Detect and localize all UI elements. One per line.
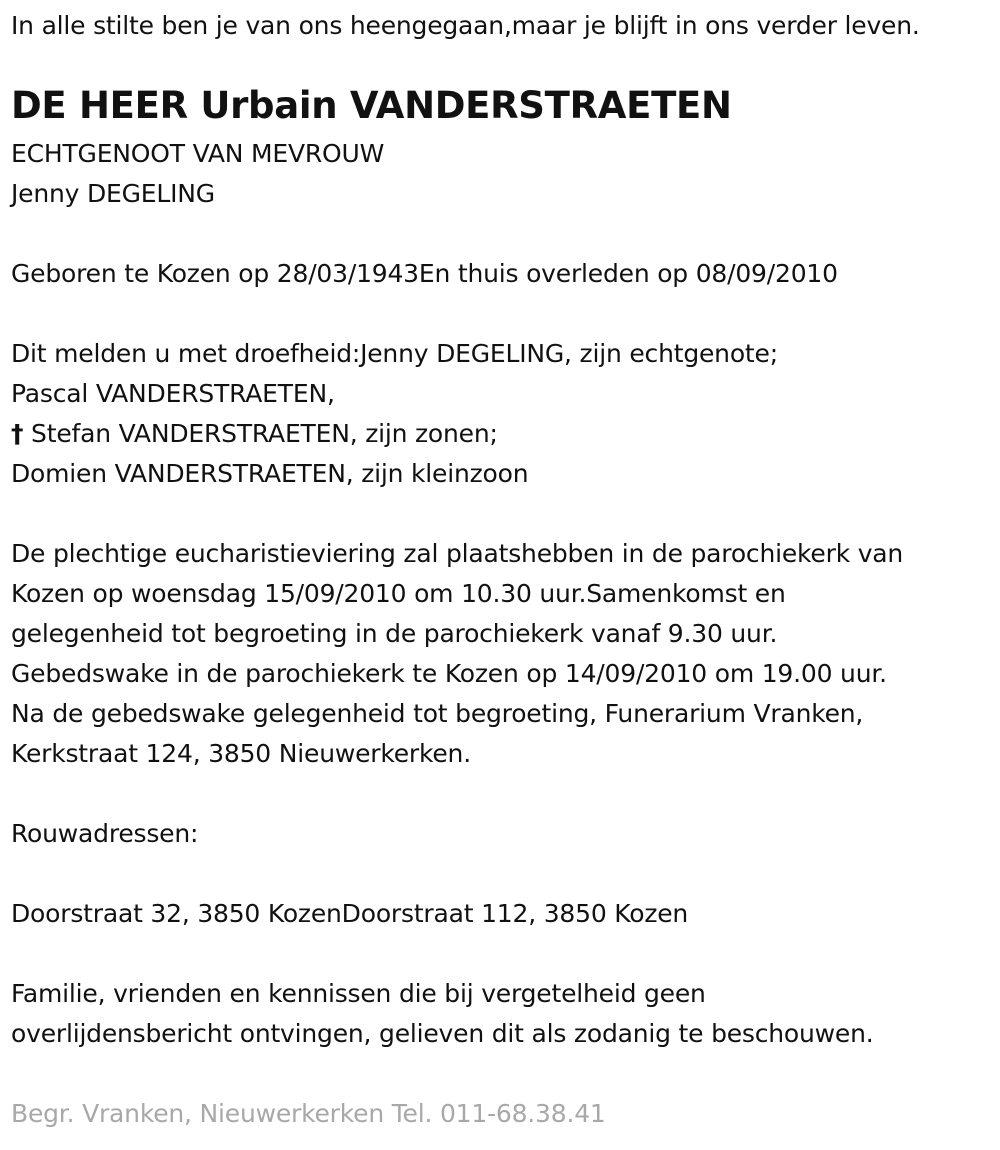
ceremony-block: [11, 534, 903, 774]
addresses-value-block: [11, 894, 688, 934]
ceremony-line: De plechtige eucharistieviering zal plaatshebben in de parochiekerk van: [11, 539, 904, 568]
ceremony-line: Na de gebedswake gelegenheid tot begroeting, Funerarium Vranken,: [11, 699, 864, 728]
notice-line: overlijdensbericht ontvingen, gelieven dit als zodanig te beschouwen.: [11, 1019, 874, 1048]
mourner-line-3: [11, 414, 778, 454]
deceased-title: DE HEER Urbain VANDERSTRAETEN: [11, 84, 732, 127]
notice-block: [11, 974, 874, 1054]
ceremony-line: gelegenheid tot begroeting in de parochiekerk vanaf 9.30 uur.: [11, 619, 778, 648]
mourner-line-3-text: Stefan VANDERSTRAETEN, zijn zonen;: [23, 419, 498, 448]
addresses-value: Doorstraat 32, 3850 KozenDoorstraat 112, 3850 Kozen: [11, 899, 689, 928]
dates-block: [11, 254, 838, 294]
spouse-name: Jenny DEGELING: [11, 179, 215, 208]
addresses-label-block: [11, 814, 198, 854]
mourners-block: [11, 334, 778, 494]
spouse-block: [11, 134, 384, 214]
mourner-line-4: Domien VANDERSTRAETEN, zijn kleinzoon: [11, 459, 529, 488]
opening-quote: In alle stilte ben je van ons heengegaan,maar je blijft in ons verder leven.: [11, 11, 920, 40]
ceremony-line: Gebedswake in de parochiekerk te Kozen op 14/09/2010 om 19.00 uur.: [11, 659, 887, 688]
cross-icon: †: [11, 419, 24, 448]
ceremony-line: Kerkstraat 124, 3850 Nieuwerkerken.: [11, 739, 471, 768]
funeral-home-footer: Begr. Vranken, Nieuwerkerken Tel. 011-68.38.41: [11, 1099, 606, 1128]
addresses-label: Rouwadressen:: [11, 819, 199, 848]
mourner-line-2: Pascal VANDERSTRAETEN,: [11, 379, 335, 408]
footer-block: [11, 1094, 606, 1134]
ceremony-line: Kozen op woensdag 15/09/2010 om 10.30 uur.Samenkomst en: [11, 579, 786, 608]
mourners-intro: Dit melden u met droefheid:Jenny DEGELING, zijn echtgenote;: [11, 339, 778, 368]
notice-line: Familie, vrienden en kennissen die bij vergetelheid geen: [11, 979, 706, 1008]
birth-death-dates: Geboren te Kozen op 28/03/1943En thuis overleden op 08/09/2010: [11, 259, 838, 288]
spouse-label: ECHTGENOOT VAN MEVROUW: [11, 139, 385, 168]
